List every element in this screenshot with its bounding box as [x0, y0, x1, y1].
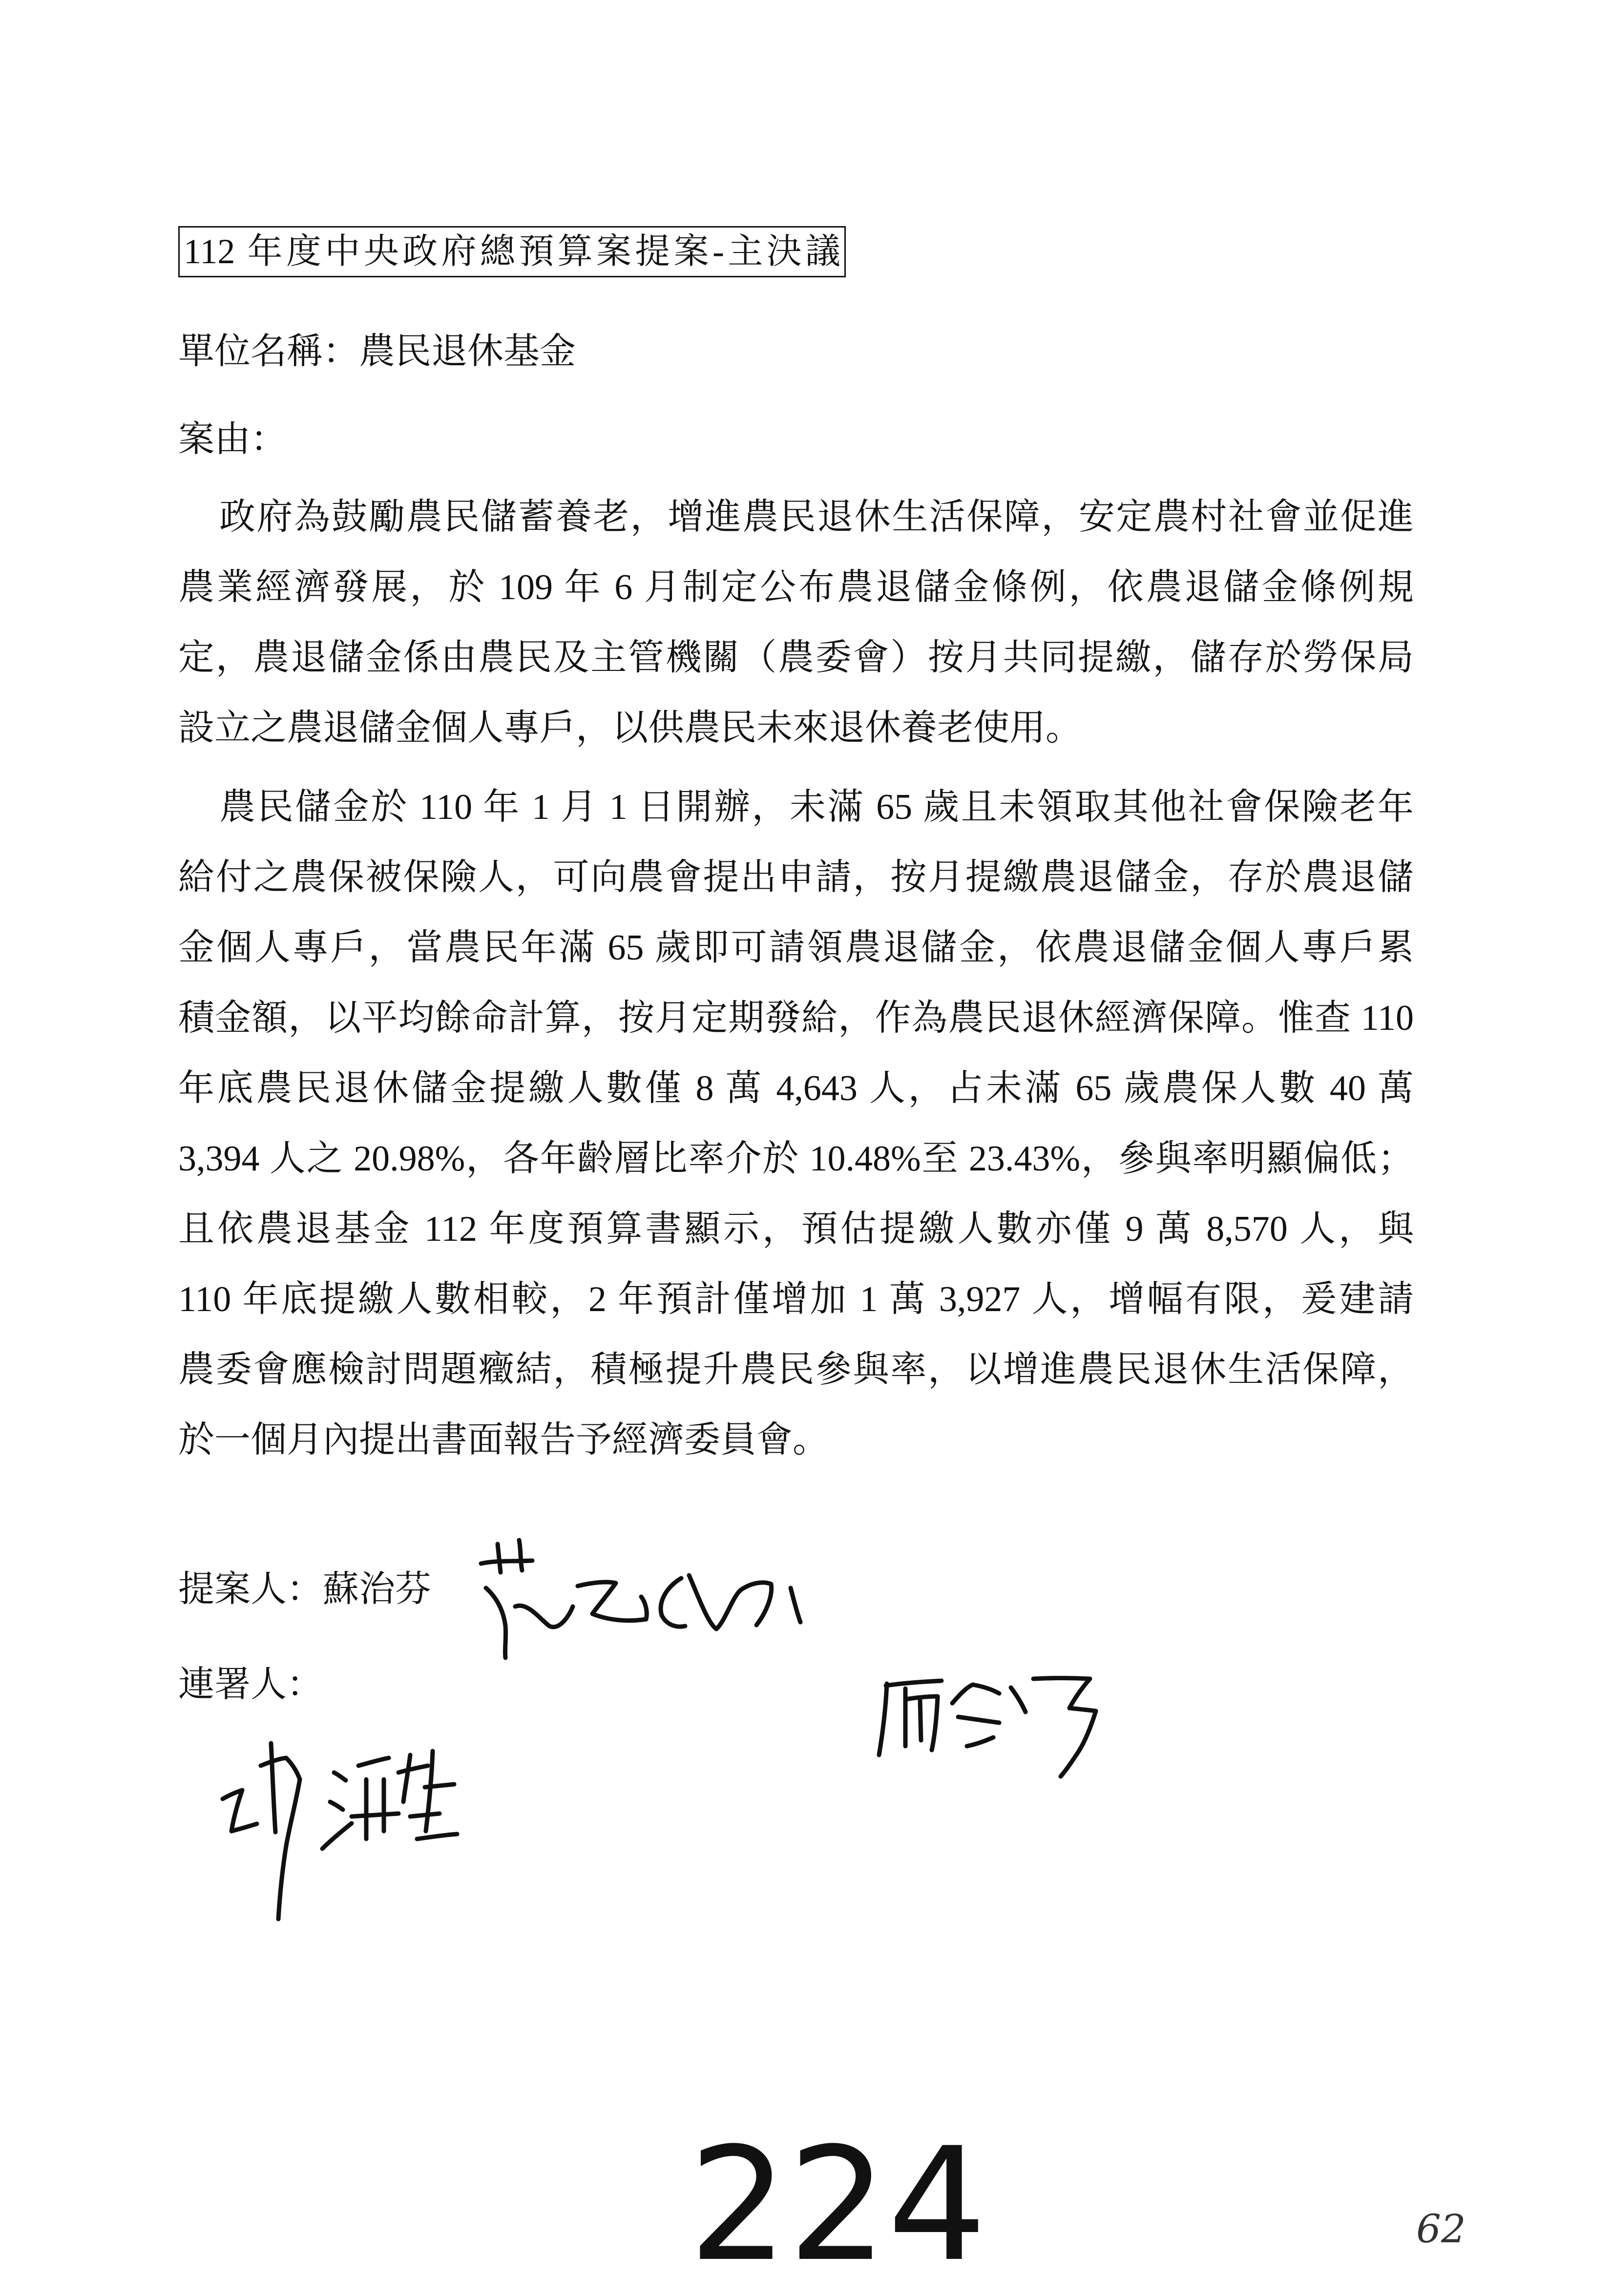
signature-stroke: [403, 1755, 410, 1802]
signature-stroke: [519, 1540, 522, 1570]
paragraph-line: 農民儲金於 110 年 1 月 1 日開辦，未滿 65 歲且未領取其他社會保險老年: [219, 787, 1414, 827]
signature-stroke: [879, 1684, 887, 1755]
proposer-label: 提案人：: [178, 1569, 323, 1609]
signature-stroke: [486, 1588, 506, 1658]
signature-stroke: [958, 1717, 999, 1723]
cosigner-signature: [876, 1658, 1106, 1785]
paragraph-line: 且依農退基金 112 年度預算書顯示，預估提繳人數亦僅 9 萬 8,570 人，與: [178, 1209, 1414, 1249]
proposer-name: 蘇治芬: [323, 1569, 431, 1609]
signature-stroke: [791, 1588, 800, 1622]
signature-stroke: [352, 1814, 398, 1816]
signature-stroke: [515, 1606, 573, 1627]
paragraph-line: 3,394 人之 20.98%，各年齡層比率介於 10.48%至 23.43%，參與率明顯偏低；: [178, 1139, 1414, 1179]
unit-name-label: 單位名稱：: [178, 332, 359, 372]
paragraph-line: 農委會應檢討問題癥結，積極提升農民參與率，以增進農民退休生活保障，: [178, 1350, 1414, 1390]
proposer-signature: [466, 1533, 818, 1665]
handwritten-page-number: 224: [689, 2114, 987, 2296]
signature-stroke: [481, 1561, 532, 1564]
paragraph-line: 年底農民退休儲金提繳人數僅 8 萬 4,643 人，占未滿 65 歲農保人數 40 萬: [178, 1068, 1414, 1108]
proposal-title: 112 年度中央政府總預算案提案-主決議: [178, 226, 846, 277]
signature-stroke: [417, 1834, 457, 1839]
signature-stroke: [271, 1743, 275, 1832]
signature-stroke: [1033, 1678, 1096, 1777]
signature-stroke: [223, 1790, 257, 1831]
proposer-line: [178, 1571, 431, 1607]
signature-stroke: [334, 1773, 346, 1780]
signature-stroke: [920, 1700, 921, 1740]
signature-stroke: [426, 1751, 433, 1831]
paragraph-line: 定，農退儲金係由農民及主管機關（農委會）按月共同提繳，儲存於勞保局: [178, 638, 1414, 678]
sheet-number: 62: [1416, 2206, 1466, 2252]
signature-stroke: [952, 1685, 999, 1703]
cosigners-label: 連署人：: [178, 1665, 323, 1705]
paragraph-line: 給付之農保被保險人，可向農會提出申請，按月提繳農退儲金，存於農退儲: [178, 857, 1414, 898]
paragraph-line: 於一個月內提出書面報告予經濟委員會。: [178, 1420, 829, 1460]
signature-stroke: [330, 1802, 343, 1810]
unit-name-line: [178, 334, 576, 370]
reason-paragraph: [178, 482, 1414, 763]
cosigner-signature: [214, 1729, 468, 1924]
paragraph-line: 政府為鼓勵農民儲蓄養老，增進農民退休生活保障，安定農村社會並促進: [219, 497, 1414, 537]
reason-paragraph: [178, 772, 1414, 1475]
signature-stroke: [578, 1582, 647, 1621]
signature-stroke: [886, 1681, 942, 1686]
case-reason-label: 案由：: [178, 419, 287, 459]
paragraph-line: 110 年底提繳人數相較，2 年預計僅增加 1 萬 3,927 人，增幅有限，爰建請: [178, 1279, 1414, 1319]
paragraph-line: 金個人專戶，當農民年滿 65 歲即可請領農退儲金，依農退儲金個人專戶累: [178, 928, 1414, 968]
paragraph-line: 農業經濟發展，於 109 年 6 月制定公布農退儲金條例，依農退儲金條例規: [178, 567, 1414, 607]
signature-stroke: [967, 1737, 993, 1746]
paragraph-line: 設立之農退儲金個人專戶，以供農民未來退休養老使用。: [178, 708, 1082, 748]
signature-stroke: [661, 1578, 685, 1627]
signature-stroke: [358, 1758, 389, 1766]
unit-name-value: 農民退休基金: [359, 332, 576, 372]
signature-stroke: [398, 1766, 428, 1773]
paragraph-line: 積金額，以平均餘命計算，按月定期發給，作為農民退休經濟保障。惟查 110: [178, 998, 1414, 1038]
signature-stroke: [498, 1544, 501, 1572]
signature-stroke: [1011, 1688, 1026, 1712]
signature-stroke: [261, 1758, 300, 1919]
signature-stroke: [322, 1823, 352, 1849]
signature-stroke: [689, 1575, 772, 1629]
signature-stroke: [410, 1814, 440, 1816]
